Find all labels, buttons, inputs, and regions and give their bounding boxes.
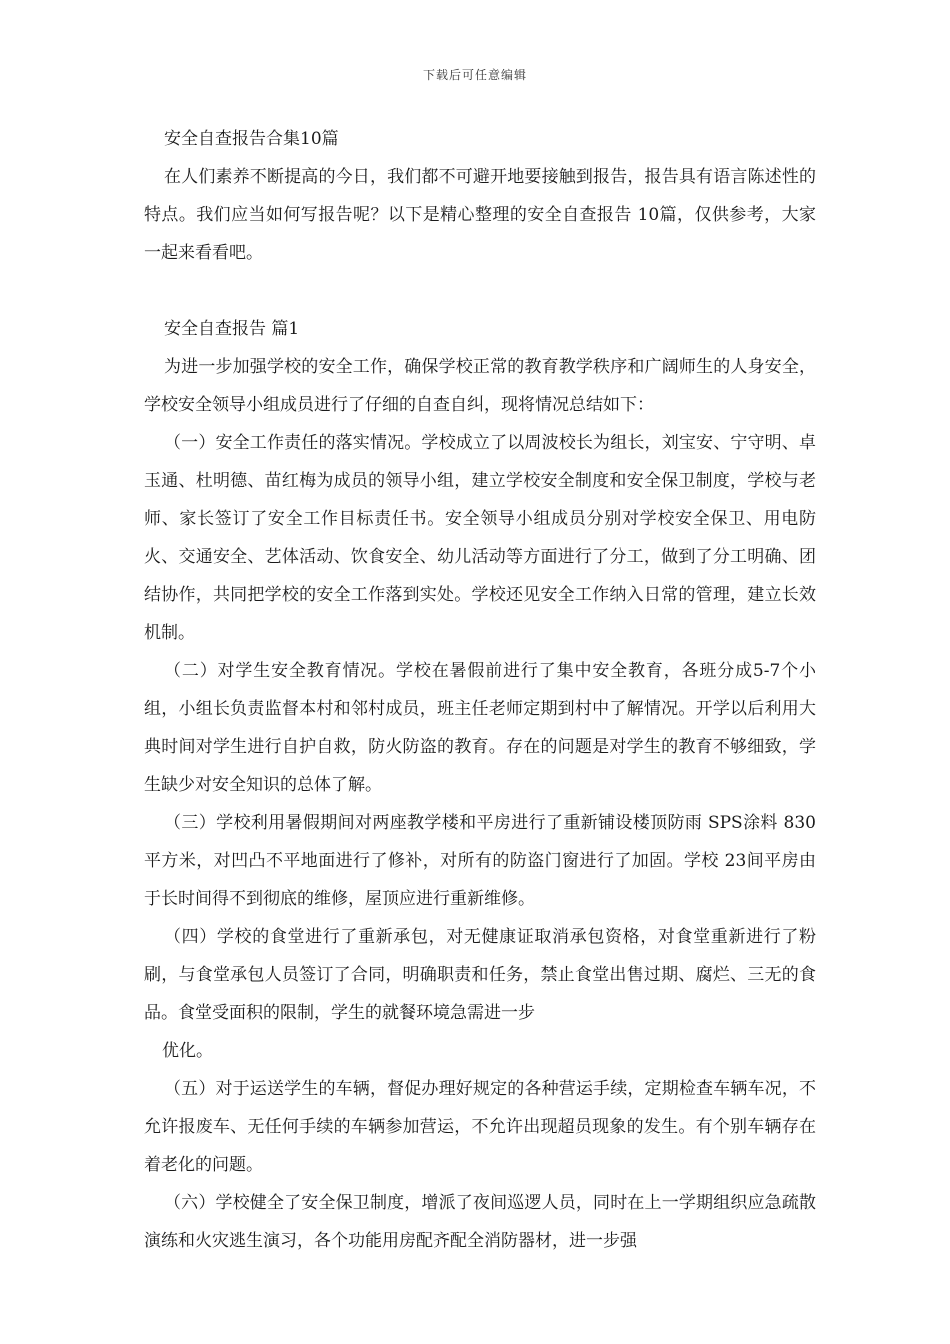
document-body [144,124,816,1260]
section-intro-paragraph: 为进一步加强学校的安全工作，确保学校正常的教育教学秩序和广阔师生的人身安全，学校安全领导小组成员进行了仔细的自查自纠，现将情况总结如下： [144,357,816,415]
item-paragraph-6: （六）学校健全了安全保卫制度，增派了夜间巡逻人员，同时在上一学期组织应急疏散演练和火灾逃生演习，各个功能用房配齐配全消防器材，进一步强 [144,1193,816,1251]
item-paragraph-2: （二）对学生安全教育情况。学校在暑假前进行了集中安全教育，各班分成5-7个小组，小组长负责监督本村和邻村成员，班主任老师定期到村中了解情况。开学以后利用大典时间对学生进行自护自救，防火防盗的教育。存在的问题是对学生的教育不够细致，学生缺少对安全知识的总体了解。 [144,661,816,795]
item-paragraph-3: （三）学校利用暑假期间对两座教学楼和平房进行了重新铺设楼顶防雨 SPS涂料 830平方米，对凹凸不平地面进行了修补，对所有的防盗门窗进行了加固。学校 23间平房由于长时间得不到彻底的维修，屋顶应进行重新维修。 [144,813,816,909]
item-paragraph-4: （四）学校的食堂进行了重新承包，对无健康证取消承包资格，对食堂重新进行了粉刷，与食堂承包人员签订了合同，明确职责和任务，禁止食堂出售过期、腐烂、三无的食品。食堂受面积的限制，学生的就餐环境急需进一步 [144,927,816,1023]
item-paragraph-5: （五）对于运送学生的车辆，督促办理好规定的各种营运手续，定期检查车辆车况，不允许报废车、无任何手续的车辆参加营运，不允许出现超员现象的发生。有个别车辆存在着老化的问题。 [144,1079,816,1175]
paragraph-spacer [144,272,816,310]
section-title: 安全自查报告 篇1 [164,319,300,339]
item-paragraph-4-tail: 优化。 [162,1041,213,1061]
item-paragraph-1: （一）安全工作责任的落实情况。学校成立了以周波校长为组长，刘宝安、宁守明、卓玉通、杜明德、苗红梅为成员的领导小组，建立学校安全制度和安全保卫制度，学校与老师、家长签订了安全工作目标责任书。安全领导小组成员分别对学校安全保卫、用电防火、交通安全、艺体活动、饮食安全、幼儿活动等方面进行了分工，做到了分工明确、团结协作，共同把学校的安全工作落到实处。学校还见安全工作纳入日常的管理，建立长效机制。 [144,433,816,643]
header-note: 下载后可任意编辑 [422,68,527,82]
intro-paragraph: 在人们素养不断提高的今日，我们都不可避开地要接触到报告，报告具有语言陈述性的特点。我们应当如何写报告呢？以下是精心整理的安全自查报告 10篇，仅供参考，大家一起来看看吧。 [144,167,816,263]
document-title: 安全自查报告合集10篇 [164,129,339,149]
